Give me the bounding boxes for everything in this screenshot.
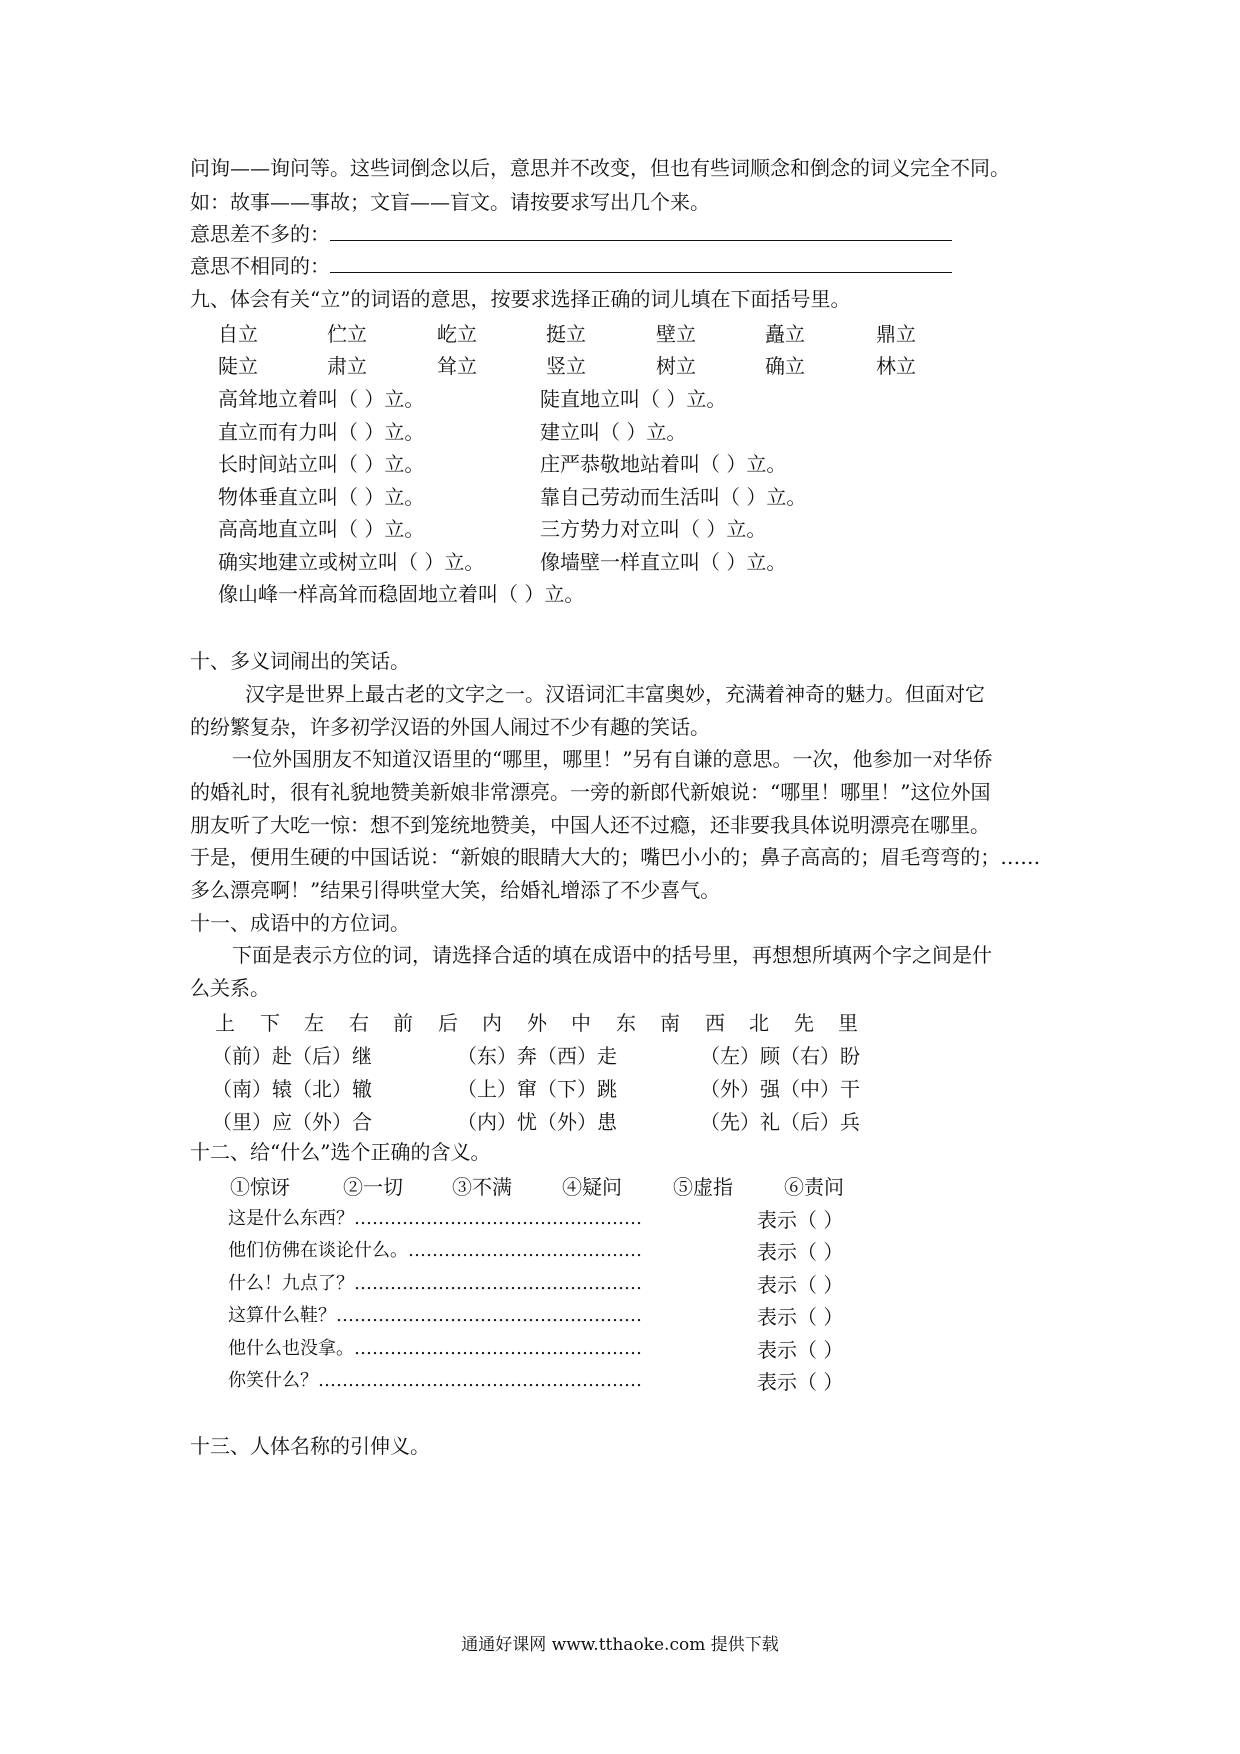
idiom[interactable]: （前）赴（后）继 [212, 1044, 372, 1068]
section-11-title: 十一、成语中的方位词。 [190, 911, 410, 935]
direction-word: 右 [349, 1011, 369, 1035]
diff-meaning-blank[interactable] [330, 258, 952, 273]
direction-word: 上 [215, 1011, 235, 1035]
meaning-option: ①惊讶 [230, 1175, 290, 1199]
li-word: 自立 [218, 322, 258, 346]
idiom[interactable]: （里）应（外）合 [212, 1110, 372, 1134]
sentence-text: 你笑什么？……………………………………………… [228, 1370, 642, 1391]
direction-word: 北 [749, 1011, 769, 1035]
direction-word: 下 [260, 1011, 280, 1035]
meaning-option: ⑥责问 [784, 1175, 844, 1199]
sentence-answer[interactable]: 表示（ ） [757, 1338, 844, 1362]
li-word: 鼎立 [876, 322, 916, 346]
li-item-last[interactable]: 像山峰一样高耸而稳固地立着叫（ ）立。 [218, 582, 585, 606]
li-item[interactable]: 高高地直立叫（ ）立。 [218, 517, 425, 541]
sentence-answer[interactable]: 表示（ ） [757, 1208, 844, 1232]
li-item[interactable]: 庄严恭敬地站着叫（ ）立。 [540, 452, 787, 476]
direction-word: 中 [571, 1011, 591, 1035]
direction-word: 西 [705, 1011, 725, 1035]
li-word: 肃立 [327, 354, 367, 378]
li-item[interactable]: 陡直地立叫（ ）立。 [540, 387, 727, 411]
diff-meaning-row [190, 252, 952, 280]
li-item[interactable]: 靠自己劳动而生活叫（ ）立。 [540, 485, 807, 509]
same-meaning-row [190, 220, 952, 248]
direction-word: 南 [660, 1011, 680, 1035]
sentence-text: 他什么也没拿。………………………………………… [228, 1338, 642, 1359]
direction-word: 左 [304, 1011, 324, 1035]
sec10-p2-line5: 多么漂亮啊！”结果引得哄堂大笑，给婚礼增添了不少喜气。 [190, 878, 721, 902]
intro-line-1: 问询——询问等。这些词倒念以后，意思并不改变，但也有些词顺念和倒念的词义完全不同。 [190, 156, 1010, 180]
idiom[interactable]: （内）忧（外）患 [457, 1110, 617, 1134]
li-word: 矗立 [765, 322, 805, 346]
direction-word: 内 [482, 1011, 502, 1035]
sec11-instr-line2: 么关系。 [190, 976, 270, 1000]
sec10-p2-line4: 于是，便用生硬的中国话说：“新娘的眼睛大大的；嘴巴小小的；鼻子高高的；眉毛弯弯的；…… [190, 845, 1041, 869]
li-item[interactable]: 直立而有力叫（ ）立。 [218, 420, 425, 444]
page-footer: 通通好课网 www.tthaoke.com 提供下载 [461, 1635, 779, 1655]
idiom[interactable]: （左）顾（右）盼 [700, 1044, 860, 1068]
sentence-text: 这是什么东西？………………………………………… [228, 1208, 642, 1229]
same-meaning-blank[interactable] [330, 226, 952, 241]
idiom[interactable]: （东）奔（西）走 [457, 1044, 617, 1068]
sec11-instr-line1: 下面是表示方位的词，请选择合适的填在成语中的括号里，再想想所填两个字之间是什 [232, 943, 992, 967]
li-item[interactable]: 三方势力对立叫（ ）立。 [540, 517, 767, 541]
sentence-text: 他们仿佛在谈论什么。………………………………… [228, 1240, 642, 1261]
li-word: 林立 [876, 354, 916, 378]
section-9-title: 九、体会有关“立”的词语的意思，按要求选择正确的词儿填在下面括号里。 [190, 287, 851, 311]
direction-word: 前 [393, 1011, 413, 1035]
idiom[interactable]: （先）礼（后）兵 [700, 1110, 860, 1134]
intro-line-2: 如：故事——事故；文盲——盲文。请按要求写出几个来。 [190, 190, 710, 214]
sentence-answer[interactable]: 表示（ ） [757, 1240, 844, 1264]
section-13-title: 十三、人体名称的引伸义。 [190, 1434, 430, 1458]
section-10-title: 十、多义词闹出的笑话。 [190, 649, 410, 673]
sentence-text: 这算什么鞋？…………………………………………… [228, 1305, 642, 1326]
li-item[interactable]: 确实地建立或树立叫（ ）立。 [218, 550, 485, 574]
li-item[interactable]: 长时间站立叫（ ）立。 [218, 452, 425, 476]
sentence-text: 什么！九点了？………………………………………… [228, 1273, 642, 1294]
sentence-answer[interactable]: 表示（ ） [757, 1273, 844, 1297]
meaning-option: ②一切 [343, 1175, 403, 1199]
idiom[interactable]: （外）强（中）干 [700, 1077, 860, 1101]
li-word: 伫立 [327, 322, 367, 346]
sentence-answer[interactable]: 表示（ ） [757, 1305, 844, 1329]
direction-word: 里 [838, 1011, 858, 1035]
meaning-option: ⑤虚指 [673, 1175, 733, 1199]
section-12-title: 十二、给“什么”选个正确的含义。 [190, 1140, 491, 1164]
sec10-p2-line3: 朋友听了大吃一惊：想不到笼统地赞美，中国人还不过瘾，还非要我具体说明漂亮在哪里。 [190, 813, 990, 837]
direction-word: 先 [794, 1011, 814, 1035]
li-item[interactable]: 建立叫（ ）立。 [540, 420, 687, 444]
direction-word: 外 [527, 1011, 547, 1035]
meaning-option: ④疑问 [562, 1175, 622, 1199]
sec10-p2-line1: 一位外国朋友不知道汉语里的“哪里，哪里！”另有自谦的意思。一次，他参加一对华侨 [232, 747, 993, 771]
direction-word: 后 [438, 1011, 458, 1035]
idiom[interactable]: （南）辕（北）辙 [212, 1077, 372, 1101]
sec10-p1-line2: 的纷繁复杂，许多初学汉语的外国人闹过不少有趣的笑话。 [190, 715, 710, 739]
sec10-p2-line2: 的婚礼时，很有礼貌地赞美新娘非常漂亮。一旁的新郎代新娘说：“哪里！哪里！”这位外国 [190, 780, 991, 804]
li-word: 耸立 [437, 354, 477, 378]
li-word: 陡立 [218, 354, 258, 378]
li-word: 挺立 [546, 322, 586, 346]
meaning-option: ③不满 [452, 1175, 512, 1199]
sec10-p1-line1: 汉字是世界上最古老的文字之一。汉语词汇丰富奥妙，充满着神奇的魅力。但面对它 [245, 682, 985, 706]
li-item[interactable]: 高耸地立着叫（ ）立。 [218, 387, 425, 411]
li-word: 树立 [656, 354, 696, 378]
diff-meaning-label: 意思不相同的： [190, 254, 330, 278]
li-item[interactable]: 物体垂直立叫（ ）立。 [218, 485, 425, 509]
sentence-answer[interactable]: 表示（ ） [757, 1370, 844, 1394]
idiom[interactable]: （上）窜（下）跳 [457, 1077, 617, 1101]
li-item[interactable]: 像墙壁一样直立叫（ ）立。 [540, 550, 787, 574]
direction-word: 东 [616, 1011, 636, 1035]
same-meaning-label: 意思差不多的： [190, 222, 330, 246]
li-word: 竖立 [546, 354, 586, 378]
li-word: 确立 [765, 354, 805, 378]
li-word: 屹立 [437, 322, 477, 346]
li-word: 壁立 [656, 322, 696, 346]
